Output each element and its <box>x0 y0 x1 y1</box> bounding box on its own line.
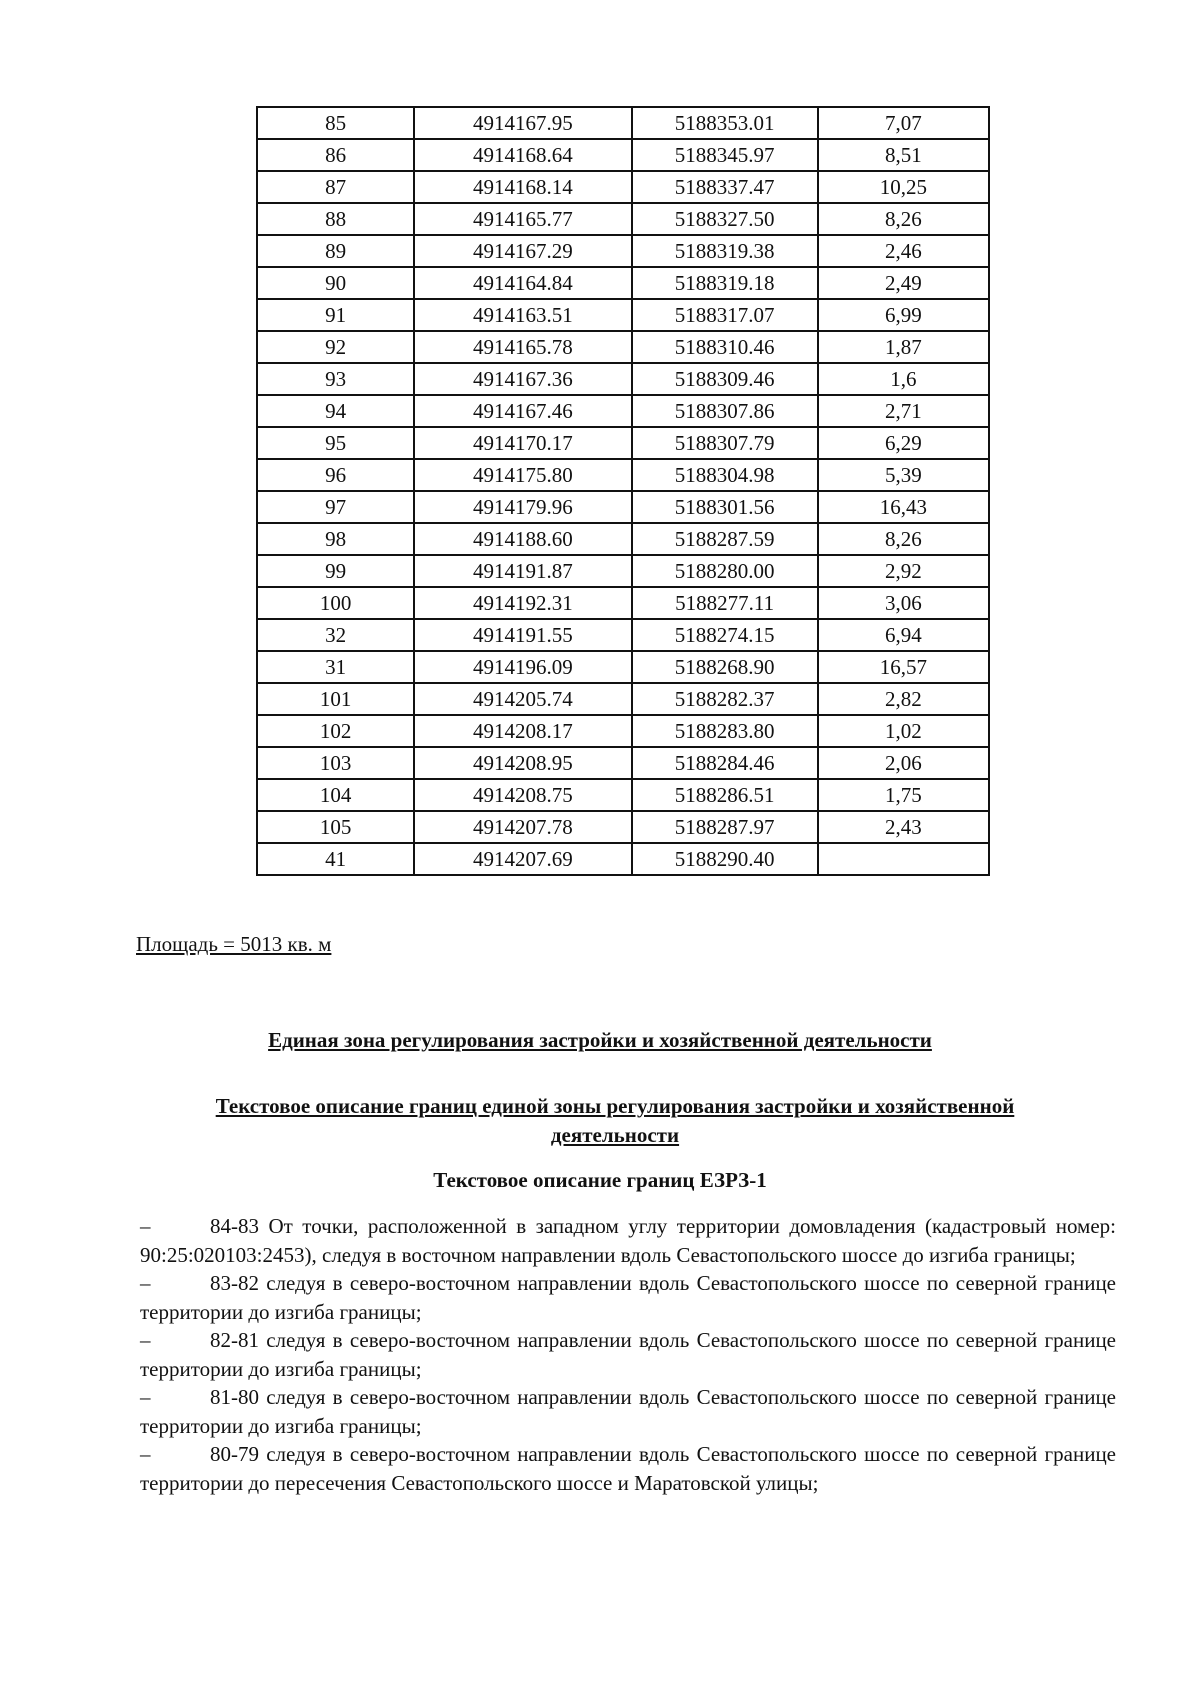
y-coordinate-cell: 5188268.90 <box>632 651 818 683</box>
table-row <box>257 747 989 779</box>
list-item <box>140 1383 1116 1440</box>
x-coordinate-cell: 4914205.74 <box>414 683 631 715</box>
y-coordinate-cell: 5188286.51 <box>632 779 818 811</box>
boundary-description-list <box>140 1212 1116 1497</box>
list-item <box>140 1440 1116 1497</box>
point-number-cell: 86 <box>257 139 414 171</box>
x-coordinate-cell: 4914170.17 <box>414 427 631 459</box>
point-number-cell: 103 <box>257 747 414 779</box>
point-number-cell: 99 <box>257 555 414 587</box>
x-coordinate-cell: 4914192.31 <box>414 587 631 619</box>
distance-cell: 2,82 <box>818 683 989 715</box>
y-coordinate-cell: 5188284.46 <box>632 747 818 779</box>
point-number-cell: 85 <box>257 107 414 139</box>
distance-cell: 2,43 <box>818 811 989 843</box>
x-coordinate-cell: 4914208.95 <box>414 747 631 779</box>
point-number-cell: 102 <box>257 715 414 747</box>
point-number-cell: 95 <box>257 427 414 459</box>
y-coordinate-cell: 5188274.15 <box>632 619 818 651</box>
distance-cell: 16,43 <box>818 491 989 523</box>
point-number-cell: 100 <box>257 587 414 619</box>
table-row <box>257 811 989 843</box>
distance-cell: 8,26 <box>818 523 989 555</box>
list-item-text: 82-81 следуя в северо-восточном направлении вдоль Севастопольского шоссе по северной границе территории до изгиба границы; <box>140 1328 1116 1381</box>
list-dash: – <box>140 1214 151 1238</box>
x-coordinate-cell: 4914167.36 <box>414 363 631 395</box>
point-number-cell: 87 <box>257 171 414 203</box>
point-number-cell: 97 <box>257 491 414 523</box>
table-row <box>257 491 989 523</box>
list-item <box>140 1326 1116 1383</box>
y-coordinate-cell: 5188319.38 <box>632 235 818 267</box>
table-row <box>257 107 989 139</box>
list-item <box>140 1269 1116 1326</box>
list-item-text: 84-83 От точки, расположенной в западном углу территории домовладения (кадастровый номер: 90:25:020103:2453), следуя в восточном направлении вдоль Севастопольского шоссе до изгиба границы; <box>140 1214 1116 1267</box>
y-coordinate-cell: 5188353.01 <box>632 107 818 139</box>
list-dash: – <box>140 1271 151 1295</box>
table-row <box>257 363 989 395</box>
point-number-cell: 96 <box>257 459 414 491</box>
zone-heading: Единая зона регулирования застройки и хозяйственной деятельности <box>268 1028 932 1052</box>
x-coordinate-cell: 4914208.17 <box>414 715 631 747</box>
x-coordinate-cell: 4914168.64 <box>414 139 631 171</box>
point-number-cell: 32 <box>257 619 414 651</box>
y-coordinate-cell: 5188301.56 <box>632 491 818 523</box>
point-number-cell: 90 <box>257 267 414 299</box>
x-coordinate-cell: 4914208.75 <box>414 779 631 811</box>
table-row <box>257 587 989 619</box>
point-number-cell: 88 <box>257 203 414 235</box>
x-coordinate-cell: 4914167.46 <box>414 395 631 427</box>
table-row <box>257 651 989 683</box>
y-coordinate-cell: 5188307.86 <box>632 395 818 427</box>
distance-cell: 8,26 <box>818 203 989 235</box>
area-text: Площадь = 5013 кв. м <box>136 932 332 956</box>
list-dash: – <box>140 1385 151 1409</box>
table-row <box>257 715 989 747</box>
y-coordinate-cell: 5188287.97 <box>632 811 818 843</box>
distance-cell: 8,51 <box>818 139 989 171</box>
x-coordinate-cell: 4914165.77 <box>414 203 631 235</box>
distance-cell: 6,29 <box>818 427 989 459</box>
x-coordinate-cell: 4914188.60 <box>414 523 631 555</box>
point-number-cell: 105 <box>257 811 414 843</box>
table-row <box>257 395 989 427</box>
y-coordinate-cell: 5188319.18 <box>632 267 818 299</box>
x-coordinate-cell: 4914167.95 <box>414 107 631 139</box>
distance-cell <box>818 843 989 875</box>
point-number-cell: 41 <box>257 843 414 875</box>
y-coordinate-cell: 5188327.50 <box>632 203 818 235</box>
table-row <box>257 267 989 299</box>
distance-cell: 1,87 <box>818 331 989 363</box>
description-heading: Текстовое описание границ единой зоны регулирования застройки и хозяйственной деятельности <box>215 1094 1015 1147</box>
point-number-cell: 31 <box>257 651 414 683</box>
y-coordinate-cell: 5188280.00 <box>632 555 818 587</box>
x-coordinate-cell: 4914163.51 <box>414 299 631 331</box>
point-number-cell: 93 <box>257 363 414 395</box>
ezrz-heading: Текстовое описание границ ЕЗРЗ-1 <box>433 1168 767 1192</box>
distance-cell: 3,06 <box>818 587 989 619</box>
y-coordinate-cell: 5188307.79 <box>632 427 818 459</box>
distance-cell: 6,94 <box>818 619 989 651</box>
distance-cell: 10,25 <box>818 171 989 203</box>
distance-cell: 6,99 <box>818 299 989 331</box>
table-row <box>257 683 989 715</box>
y-coordinate-cell: 5188317.07 <box>632 299 818 331</box>
point-number-cell: 92 <box>257 331 414 363</box>
table-row <box>257 843 989 875</box>
list-item-text: 83-82 следуя в северо-восточном направлении вдоль Севастопольского шоссе по северной границе территории до изгиба границы; <box>140 1271 1116 1324</box>
x-coordinate-cell: 4914191.87 <box>414 555 631 587</box>
table-row <box>257 619 989 651</box>
point-number-cell: 98 <box>257 523 414 555</box>
y-coordinate-cell: 5188345.97 <box>632 139 818 171</box>
y-coordinate-cell: 5188290.40 <box>632 843 818 875</box>
list-item <box>140 1212 1116 1269</box>
table-row <box>257 203 989 235</box>
x-coordinate-cell: 4914179.96 <box>414 491 631 523</box>
distance-cell: 1,02 <box>818 715 989 747</box>
table-row <box>257 555 989 587</box>
coordinates-table-body <box>257 107 989 875</box>
point-number-cell: 89 <box>257 235 414 267</box>
x-coordinate-cell: 4914196.09 <box>414 651 631 683</box>
y-coordinate-cell: 5188287.59 <box>632 523 818 555</box>
y-coordinate-cell: 5188337.47 <box>632 171 818 203</box>
x-coordinate-cell: 4914207.69 <box>414 843 631 875</box>
distance-cell: 1,6 <box>818 363 989 395</box>
point-number-cell: 91 <box>257 299 414 331</box>
y-coordinate-cell: 5188283.80 <box>632 715 818 747</box>
table-row <box>257 523 989 555</box>
x-coordinate-cell: 4914191.55 <box>414 619 631 651</box>
x-coordinate-cell: 4914167.29 <box>414 235 631 267</box>
x-coordinate-cell: 4914164.84 <box>414 267 631 299</box>
table-row <box>257 299 989 331</box>
y-coordinate-cell: 5188310.46 <box>632 331 818 363</box>
y-coordinate-cell: 5188282.37 <box>632 683 818 715</box>
point-number-cell: 101 <box>257 683 414 715</box>
distance-cell: 1,75 <box>818 779 989 811</box>
table-row <box>257 459 989 491</box>
table-row <box>257 779 989 811</box>
distance-cell: 2,06 <box>818 747 989 779</box>
distance-cell: 7,07 <box>818 107 989 139</box>
distance-cell: 2,49 <box>818 267 989 299</box>
distance-cell: 2,92 <box>818 555 989 587</box>
point-number-cell: 94 <box>257 395 414 427</box>
x-coordinate-cell: 4914168.14 <box>414 171 631 203</box>
distance-cell: 2,46 <box>818 235 989 267</box>
distance-cell: 16,57 <box>818 651 989 683</box>
table-row <box>257 235 989 267</box>
table-row <box>257 139 989 171</box>
point-number-cell: 104 <box>257 779 414 811</box>
distance-cell: 5,39 <box>818 459 989 491</box>
distance-cell: 2,71 <box>818 395 989 427</box>
list-item-text: 80-79 следуя в северо-восточном направлении вдоль Севастопольского шоссе по северной границе территории до пересечения Севастопольского шоссе и Маратовской улицы; <box>140 1442 1116 1495</box>
y-coordinate-cell: 5188304.98 <box>632 459 818 491</box>
list-item-text: 81-80 следуя в северо-восточном направлении вдоль Севастопольского шоссе по северной границе территории до изгиба границы; <box>140 1385 1116 1438</box>
x-coordinate-cell: 4914165.78 <box>414 331 631 363</box>
list-dash: – <box>140 1328 151 1352</box>
list-dash: – <box>140 1442 151 1466</box>
coordinates-table <box>256 106 990 876</box>
y-coordinate-cell: 5188277.11 <box>632 587 818 619</box>
y-coordinate-cell: 5188309.46 <box>632 363 818 395</box>
table-row <box>257 427 989 459</box>
table-row <box>257 331 989 363</box>
table-row <box>257 171 989 203</box>
x-coordinate-cell: 4914207.78 <box>414 811 631 843</box>
x-coordinate-cell: 4914175.80 <box>414 459 631 491</box>
